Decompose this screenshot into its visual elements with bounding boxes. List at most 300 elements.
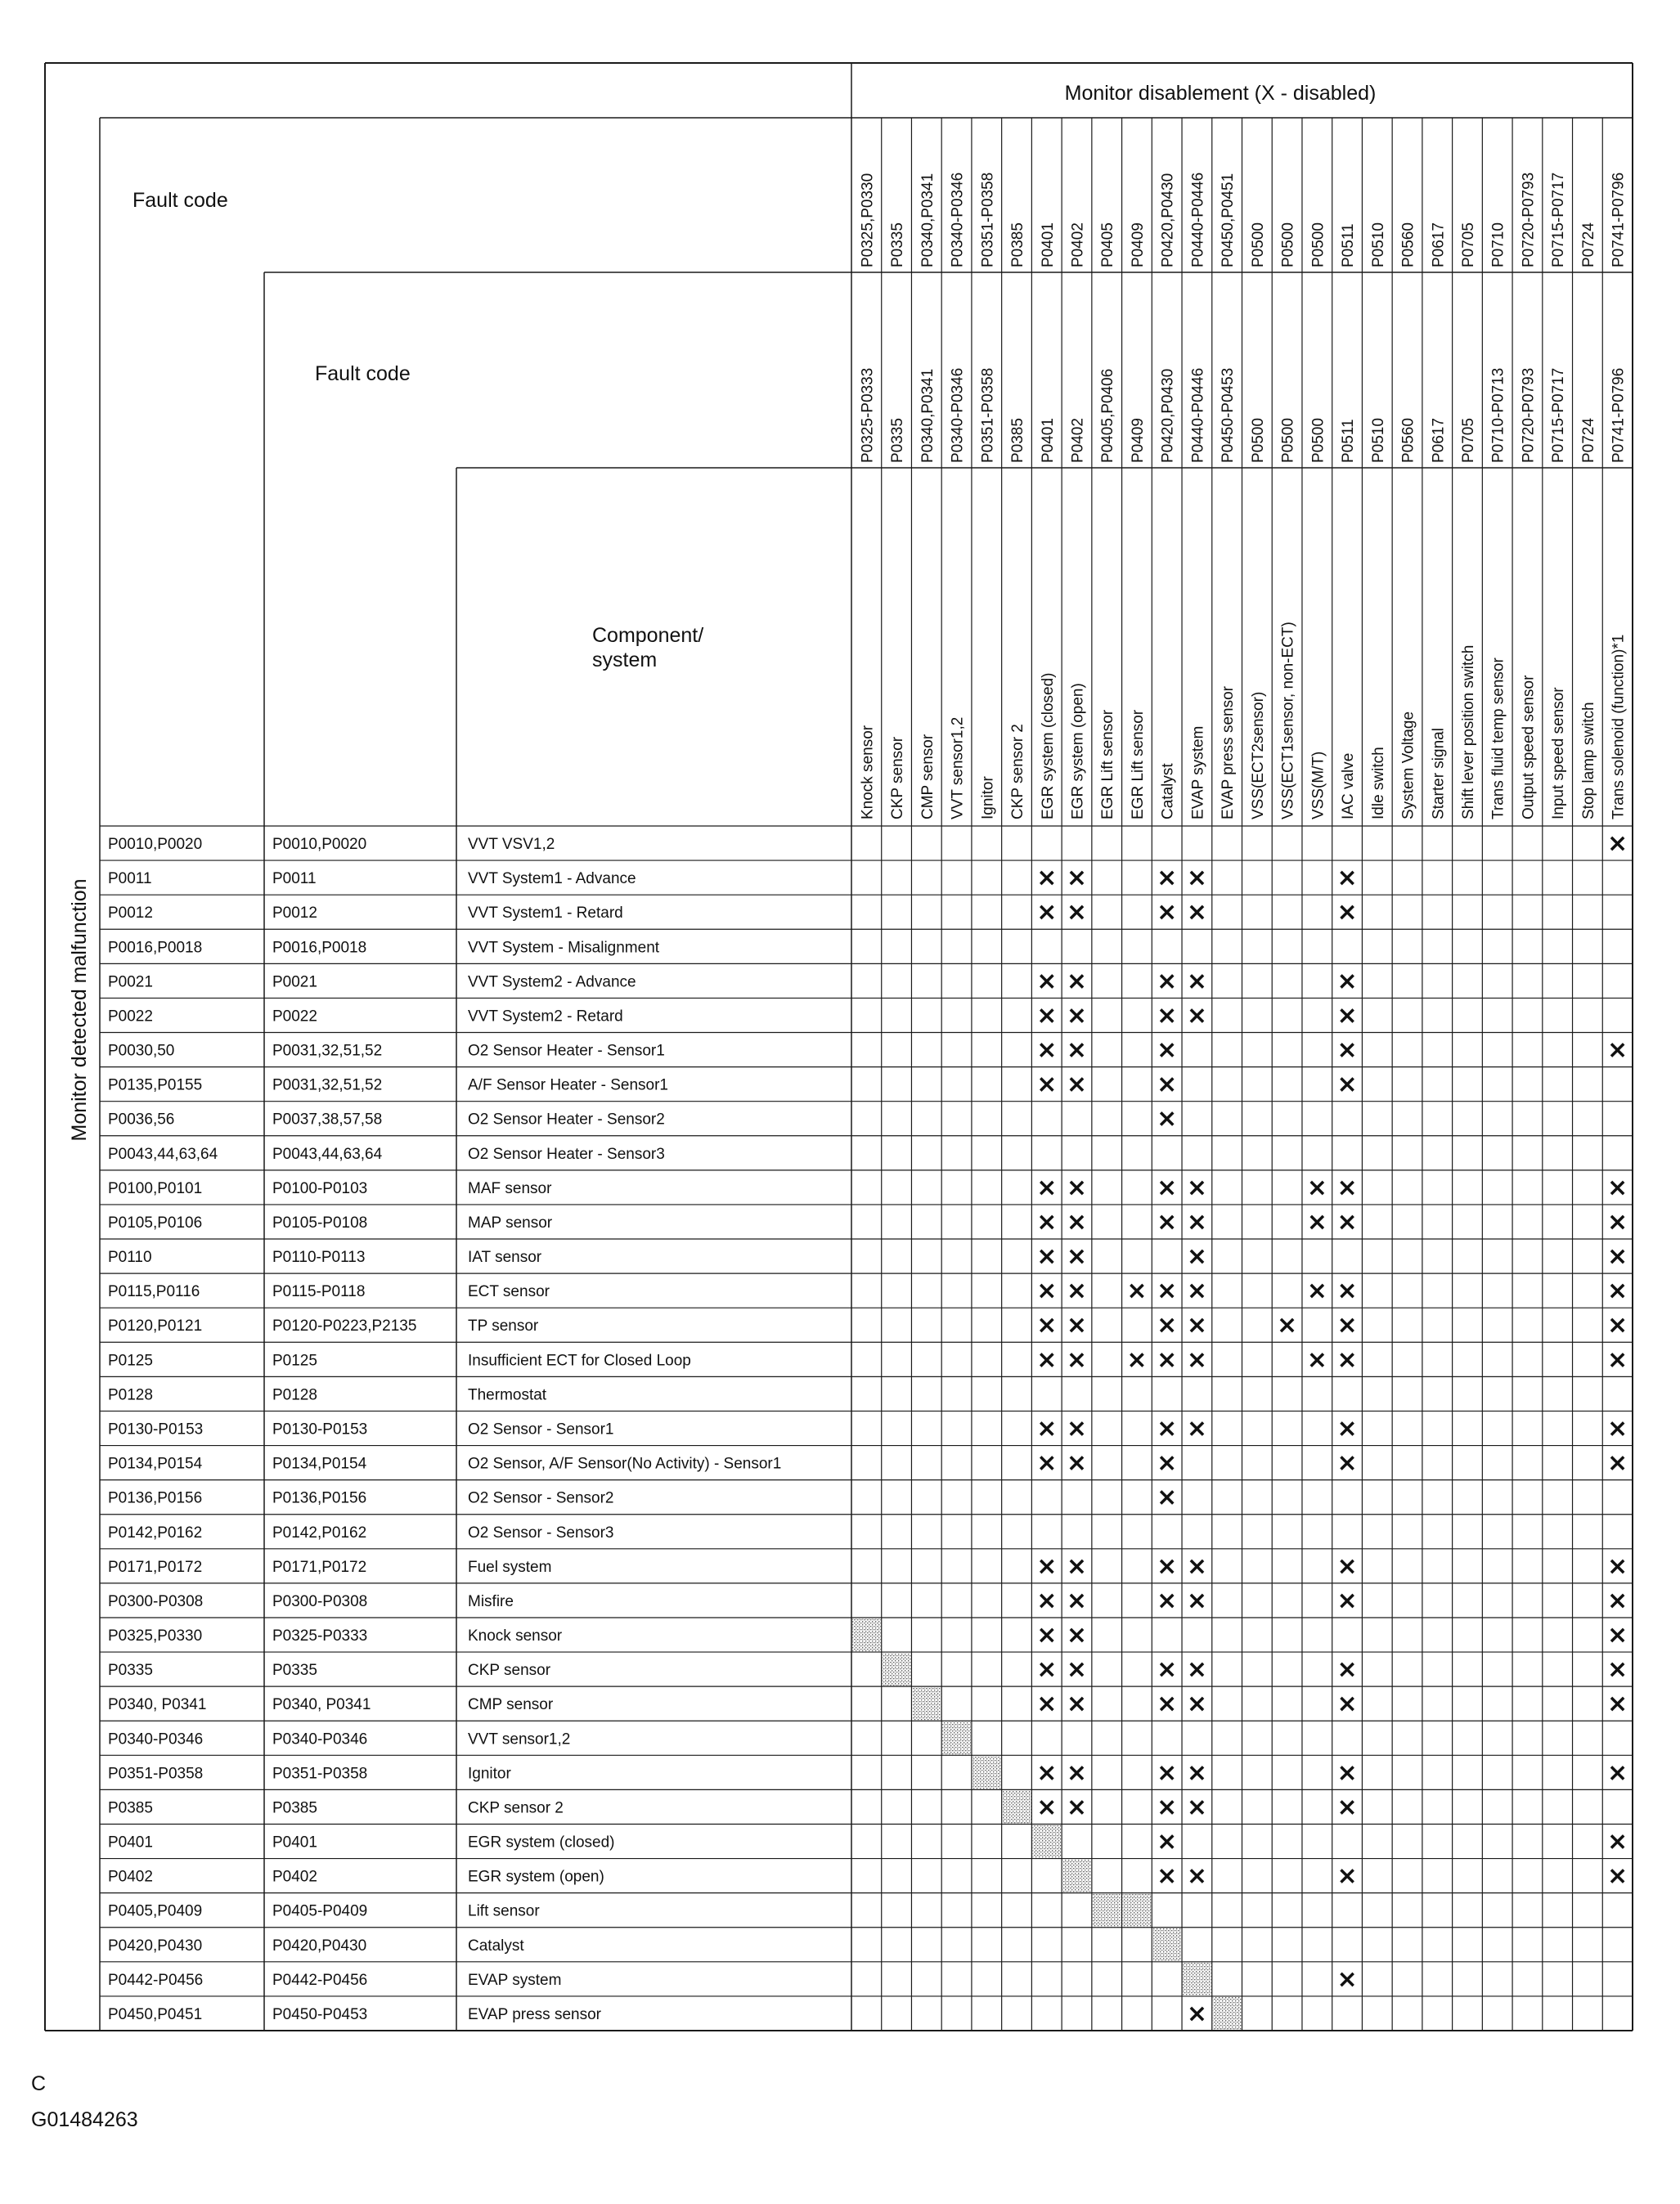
column-code-1: P0720-P0793 [1520,172,1538,267]
row-fault-code-1: P0325,P0330 [108,1627,203,1645]
row-fault-code-1: P0100,P0101 [108,1179,203,1197]
self-reference-shaded-cell [1032,1825,1061,1858]
disabled-mark: × [1186,1242,1207,1272]
row-fault-code-2: P0142,P0162 [272,1524,367,1542]
column-component-name: Input speed sensor [1550,687,1568,819]
disabled-mark: × [1336,1035,1358,1065]
disabled-mark: × [1607,1586,1628,1615]
row-fault-code-1: P0442-P0456 [108,1971,204,1989]
row-fault-code-2: P0401 [272,1834,317,1852]
row-component: VVT sensor1,2 [468,1730,571,1748]
row-fault-code-1: P0125 [108,1352,153,1370]
column-component-name: EVAP system [1189,725,1207,819]
row-fault-code-1: P0030,50 [108,1042,175,1060]
row-fault-code-1: P0120,P0121 [108,1317,203,1335]
column-code-1: P0440-P0446 [1189,172,1207,267]
column-code-1: P0420,P0430 [1159,173,1177,267]
column-code-2: P0724 [1579,418,1597,463]
column-code-2: P0405,P0406 [1099,368,1117,463]
disabled-mark: × [1336,898,1358,927]
disabled-mark: × [1157,1277,1178,1306]
disabled-mark: × [1157,1414,1178,1443]
row-fault-code-1: P0105,P0106 [108,1214,203,1232]
row-fault-code-2: P0110-P0113 [272,1249,366,1267]
row-fault-code-2: P0130-P0153 [272,1421,368,1439]
disabled-mark: × [1036,1551,1058,1581]
column-code-2: P0385 [1009,418,1026,463]
row-fault-code-1: P0011 [108,870,152,888]
disabled-mark: × [1607,829,1628,858]
self-reference-shaded-cell [1183,1963,1211,1995]
disabled-mark: × [1607,1758,1628,1788]
row-fault-code-2: P0385 [272,1799,317,1817]
self-reference-shaded-cell [852,1618,881,1651]
column-code-1: P0715-P0717 [1550,172,1568,267]
row-fault-code-2: P0128 [272,1386,317,1404]
row-fault-code-1: P0128 [108,1386,153,1404]
row-fault-code-2: P0171,P0172 [272,1558,367,1576]
disabled-mark: × [1036,1277,1058,1306]
disabled-mark: × [1157,1448,1178,1478]
row-fault-code-2: P0134,P0154 [272,1455,367,1473]
disabled-mark: × [1607,1551,1628,1581]
row-fault-code-2: P0100-P0103 [272,1179,368,1197]
row-component: EVAP press sensor [468,2006,601,2023]
column-component-name: VSS(ECT2sensor) [1249,691,1267,819]
fault-code-header-2: Fault code [315,362,411,385]
disabled-mark: × [1036,898,1058,927]
row-fault-code-2: P0012 [272,904,317,922]
column-component-name: IAC valve [1340,752,1358,819]
disabled-mark: × [1036,1448,1058,1478]
row-fault-code-1: P0420,P0430 [108,1937,203,1955]
disabled-mark: × [1336,1690,1358,1719]
disabled-mark: × [1066,1001,1088,1030]
disabled-mark: × [1157,967,1178,996]
disabled-mark: × [1336,1345,1358,1375]
column-component-name: Ignitor [979,776,997,819]
column-component-name: CKP sensor [889,736,907,819]
self-reference-shaded-cell [1093,1894,1121,1927]
row-fault-code-1: P0021 [108,973,153,991]
self-reference-shaded-cell [1123,1894,1152,1927]
disabled-mark: × [1126,1277,1148,1306]
disabled-mark: × [1066,967,1088,996]
disabled-mark: × [1186,898,1207,927]
row-fault-code-1: P0340, P0341 [108,1696,207,1714]
column-component-name: EGR Lift sensor [1099,709,1117,819]
column-code-1: P0402 [1069,222,1087,267]
disabled-mark: × [1607,1035,1628,1065]
column-component-name: EVAP press sensor [1220,686,1238,819]
row-component: O2 Sensor Heater - Sensor3 [468,1145,665,1163]
row-fault-code-1: P0402 [108,1868,153,1886]
row-component: TP sensor [468,1317,539,1335]
disabled-mark: × [1036,1035,1058,1065]
row-component: VVT System1 - Advance [468,870,636,888]
column-code-1: P0617 [1430,222,1448,267]
column-code-1: P0401 [1039,222,1057,267]
disabled-mark: × [1036,1655,1058,1685]
disabled-mark: × [1036,1690,1058,1719]
disabled-mark: × [1186,1793,1207,1822]
disabled-mark: × [1157,1827,1178,1856]
row-component: A/F Sensor Heater - Sensor1 [468,1076,668,1094]
row-fault-code-2: P0120-P0223,P2135 [272,1317,417,1335]
disabled-mark: × [1157,898,1178,927]
column-component-name: System Voltage [1399,711,1417,819]
column-component-name: VSS(M/T) [1309,751,1327,819]
column-code-2: P0401 [1039,418,1057,463]
column-code-2: P0560 [1399,418,1417,463]
column-code-2: P0440-P0446 [1189,367,1207,463]
disabled-mark: × [1607,1655,1628,1685]
column-component-name: Stop lamp switch [1579,702,1597,819]
row-fault-code-2: P0405-P0409 [272,1902,368,1920]
row-fault-code-2: P0031,32,51,52 [272,1042,383,1060]
row-component: EGR system (closed) [468,1834,615,1852]
side-label: Monitor detected malfunction [68,878,91,1142]
row-fault-code-1: P0142,P0162 [108,1524,203,1542]
disabled-mark: × [1607,1277,1628,1306]
disabled-mark: × [1336,1311,1358,1340]
disabled-mark: × [1157,1758,1178,1788]
column-code-1: P0340,P0341 [919,173,937,267]
column-component-name: Shift lever position switch [1460,644,1477,819]
disabled-mark: × [1036,1173,1058,1202]
disabled-mark: × [1336,1277,1358,1306]
disabled-mark: × [1186,1173,1207,1202]
row-fault-code-1: P0043,44,63,64 [108,1145,218,1163]
row-component: O2 Sensor Heater - Sensor1 [468,1042,665,1060]
disabled-mark: × [1066,1551,1088,1581]
disabled-mark: × [1336,1861,1358,1891]
self-reference-shaded-cell [913,1687,941,1720]
disabled-mark: × [1336,864,1358,893]
disabled-mark: × [1036,1793,1058,1822]
disabled-mark: × [1036,967,1058,996]
column-component-name: EGR system (closed) [1039,672,1057,819]
row-fault-code-2: P0011 [272,870,317,888]
self-reference-shaded-cell [1213,1997,1242,2030]
row-fault-code-2: P0010,P0020 [272,836,367,853]
row-component: MAP sensor [468,1214,553,1232]
row-component: Insufficient ECT for Closed Loop [468,1352,691,1370]
disabled-mark: × [1036,1345,1058,1375]
disabled-mark: × [1036,1070,1058,1099]
column-code-2: P0500 [1279,418,1297,463]
self-reference-shaded-cell [1062,1860,1091,1892]
disabled-mark: × [1036,1311,1058,1340]
disabled-mark: × [1066,864,1088,893]
column-component-name: Idle switch [1369,747,1387,819]
column-code-2: P0325-P0333 [859,367,877,463]
footer-figure-id: G01484263 [31,2108,138,2131]
disabled-mark: × [1306,1277,1327,1306]
row-component: Lift sensor [468,1902,540,1920]
row-component: CMP sensor [468,1696,554,1714]
disabled-mark: × [1066,1621,1088,1650]
row-fault-code-1: P0130-P0153 [108,1421,204,1439]
column-code-2: P0720-P0793 [1520,367,1538,463]
column-code-2: P0710-P0713 [1489,367,1507,463]
column-code-2: P0402 [1069,418,1087,463]
row-component: EVAP system [468,1971,562,1989]
disabled-mark: × [1186,1655,1207,1685]
disabled-mark: × [1607,1621,1628,1650]
disabled-mark: × [1157,1655,1178,1685]
row-component: O2 Sensor, A/F Sensor(No Activity) - Sensor1 [468,1455,782,1473]
disabled-mark: × [1607,1448,1628,1478]
row-component: Fuel system [468,1558,552,1576]
row-fault-code-2: P0115-P0118 [272,1283,366,1301]
table-body [108,829,1628,2028]
row-fault-code-1: P0136,P0156 [108,1489,203,1507]
disabled-mark: × [1157,1104,1178,1133]
column-code-2: P0705 [1460,418,1477,463]
disabled-mark: × [1336,1758,1358,1788]
column-code-1: P0724 [1579,222,1597,267]
disabled-mark: × [1157,1690,1178,1719]
disabled-mark: × [1336,1173,1358,1202]
column-code-2: P0450-P0453 [1220,367,1238,463]
row-component: Ignitor [468,1765,511,1783]
row-fault-code-1: P0385 [108,1799,153,1817]
column-code-1: P0385 [1009,222,1026,267]
column-component-name: VSS(ECT1sensor, non-ECT) [1279,622,1297,819]
disabled-mark: × [1036,1242,1058,1272]
row-fault-code-1: P0135,P0155 [108,1076,203,1094]
disabled-mark: × [1036,1414,1058,1443]
disabled-mark: × [1066,1758,1088,1788]
column-code-2: P0500 [1309,418,1327,463]
disabled-mark: × [1157,1173,1178,1202]
disabled-mark: × [1036,1208,1058,1237]
row-component: O2 Sensor - Sensor2 [468,1489,614,1507]
self-reference-shaded-cell [1003,1790,1031,1823]
disabled-mark: × [1186,1586,1207,1615]
disabled-mark: × [1186,1861,1207,1891]
row-fault-code-1: P0335 [108,1662,153,1680]
row-component: VVT System2 - Retard [468,1008,623,1026]
disabled-mark: × [1186,1311,1207,1340]
row-fault-code-2: P0031,32,51,52 [272,1076,383,1094]
disabled-mark: × [1607,1173,1628,1202]
row-fault-code-2: P0325-P0333 [272,1627,368,1645]
disabled-mark: × [1186,1001,1207,1030]
disabled-mark: × [1336,1964,1358,1994]
disabled-mark: × [1607,1345,1628,1375]
row-fault-code-2: P0136,P0156 [272,1489,367,1507]
disabled-mark: × [1336,1655,1358,1685]
column-code-2: P0409 [1129,418,1147,463]
column-code-1: P0450,P0451 [1220,173,1238,267]
disabled-mark: × [1066,1448,1088,1478]
disabled-mark: × [1066,1414,1088,1443]
row-fault-code-1: P0450,P0451 [108,2006,203,2023]
column-code-1: P0405 [1099,222,1117,267]
row-fault-code-2: P0351-P0358 [272,1765,368,1783]
row-fault-code-2: P0037,38,57,58 [272,1111,383,1129]
row-fault-code-2: P0022 [272,1008,317,1026]
component-header-line2: system [592,649,658,671]
disabled-mark: × [1157,1311,1178,1340]
disabled-mark: × [1306,1345,1327,1375]
row-fault-code-2: P0016,P0018 [272,939,367,957]
column-component-name: Trans solenoid (function)*1 [1610,634,1628,819]
disabled-mark: × [1186,1551,1207,1581]
column-code-1: P0510 [1369,222,1387,267]
disabled-mark: × [1186,1208,1207,1237]
disabled-mark: × [1157,1208,1178,1237]
disabled-mark: × [1036,1621,1058,1650]
disabled-mark: × [1157,1035,1178,1065]
row-component: EGR system (open) [468,1868,604,1886]
column-code-1: P0351-P0358 [979,172,997,267]
column-code-1: P0741-P0796 [1610,172,1628,267]
disabled-mark: × [1066,1242,1088,1272]
footer-letter: C [31,2072,47,2095]
column-code-1: P0500 [1249,222,1267,267]
disabled-mark: × [1126,1345,1148,1375]
disabled-mark: × [1157,1001,1178,1030]
column-component-name: CMP sensor [919,734,937,819]
column-code-1: P0335 [889,222,907,267]
row-fault-code-1: P0022 [108,1008,153,1026]
column-code-1: P0710 [1489,222,1507,267]
row-component: MAF sensor [468,1179,552,1197]
disabled-mark: × [1607,1311,1628,1340]
column-component-name: Knock sensor [859,725,877,819]
row-fault-code-1: P0351-P0358 [108,1765,204,1783]
column-code-2: P0340,P0341 [919,368,937,463]
disabled-mark: × [1157,1861,1178,1891]
disabled-mark: × [1157,1070,1178,1099]
column-code-2: P0340-P0346 [949,367,967,463]
row-fault-code-2: P0125 [272,1352,317,1370]
column-component-name: Output speed sensor [1520,675,1538,819]
disabled-mark: × [1066,1793,1088,1822]
row-fault-code-1: P0405,P0409 [108,1902,203,1920]
row-fault-code-2: P0021 [272,973,317,991]
column-code-2: P0351-P0358 [979,367,997,463]
row-fault-code-2: P0420,P0430 [272,1937,367,1955]
disabled-mark: × [1066,1173,1088,1202]
row-fault-code-2: P0340-P0346 [272,1730,368,1748]
row-component: ECT sensor [468,1283,550,1301]
disabled-mark: × [1306,1173,1327,1202]
disabled-mark: × [1607,1208,1628,1237]
self-reference-shaded-cell [1152,1928,1181,1961]
row-fault-code-2: P0340, P0341 [272,1696,371,1714]
row-component: Catalyst [468,1937,524,1955]
column-component-name: EGR Lift sensor [1129,709,1147,819]
disabled-mark: × [1066,1070,1088,1099]
column-code-1: P0511 [1340,223,1358,267]
column-component-name: EGR system (open) [1069,683,1087,819]
self-reference-shaded-cell [942,1721,971,1754]
column-component-name: Starter signal [1430,728,1448,819]
disabled-mark: × [1336,1448,1358,1478]
column-code-2: P0741-P0796 [1610,367,1628,463]
disabled-mark: × [1607,1242,1628,1272]
self-reference-shaded-cell [973,1756,1001,1789]
row-fault-code-1: P0016,P0018 [108,939,203,957]
row-fault-code-1: P0300-P0308 [108,1592,204,1610]
disabled-mark: × [1066,1655,1088,1685]
column-code-2: P0420,P0430 [1159,368,1177,463]
row-component: Thermostat [468,1386,547,1404]
column-code-1: P0500 [1279,222,1297,267]
row-fault-code-1: P0012 [108,904,153,922]
column-code-1: P0340-P0346 [949,172,967,267]
disabled-mark: × [1607,1414,1628,1443]
column-code-2: P0715-P0717 [1550,367,1568,463]
row-fault-code-2: P0105-P0108 [272,1214,368,1232]
column-code-2: P0335 [889,418,907,463]
column-component-name: VVT sensor1,2 [949,716,967,819]
row-fault-code-1: P0115,P0116 [108,1283,200,1301]
disabled-mark: × [1186,1414,1207,1443]
disabled-mark: × [1157,864,1178,893]
disabled-mark: × [1066,1690,1088,1719]
row-fault-code-2: P0442-P0456 [272,1971,368,1989]
row-fault-code-1: P0401 [108,1834,153,1852]
row-component: O2 Sensor - Sensor3 [468,1524,614,1542]
row-component: O2 Sensor Heater - Sensor2 [468,1111,665,1129]
disabled-mark: × [1336,1586,1358,1615]
fault-code-header-1: Fault code [133,189,228,212]
disabled-mark: × [1066,1311,1088,1340]
disabled-mark: × [1186,2000,1207,2028]
row-fault-code-2: P0402 [272,1868,317,1886]
column-component-name: Catalyst [1159,763,1177,819]
disabled-mark: × [1036,1586,1058,1615]
row-component: O2 Sensor - Sensor1 [468,1421,614,1439]
row-fault-code-1: P0340-P0346 [108,1730,204,1748]
row-component: Misfire [468,1592,514,1610]
column-code-1: P0560 [1399,222,1417,267]
column-code-2: P0617 [1430,418,1448,463]
disabled-mark: × [1066,898,1088,927]
row-fault-code-2: P0450-P0453 [272,2006,368,2023]
disabled-mark: × [1186,1690,1207,1719]
row-fault-code-1: P0036,56 [108,1111,175,1129]
component-header-line1: Component/ [592,624,704,647]
disabled-mark: × [1336,967,1358,996]
row-component: VVT VSV1,2 [468,836,555,853]
disabled-mark: × [1186,1758,1207,1788]
disabled-mark: × [1607,1861,1628,1891]
column-code-1: P0705 [1460,222,1477,267]
column-code-2: P0500 [1249,418,1267,463]
disabled-mark: × [1157,1551,1178,1581]
row-component: VVT System - Misalignment [468,939,660,957]
disabled-mark: × [1336,1208,1358,1237]
row-component: Knock sensor [468,1627,563,1645]
disabled-mark: × [1336,1414,1358,1443]
row-component: CKP sensor [468,1662,551,1680]
disabled-mark: × [1336,1551,1358,1581]
disabled-mark: × [1066,1035,1088,1065]
disabled-mark: × [1066,1345,1088,1375]
row-fault-code-2: P0300-P0308 [272,1592,368,1610]
disabled-mark: × [1186,967,1207,996]
disabled-mark: × [1186,1345,1207,1375]
column-component-name: Trans fluid temp sensor [1489,658,1507,819]
disabled-mark: × [1336,1793,1358,1822]
disabled-mark: × [1306,1208,1327,1237]
